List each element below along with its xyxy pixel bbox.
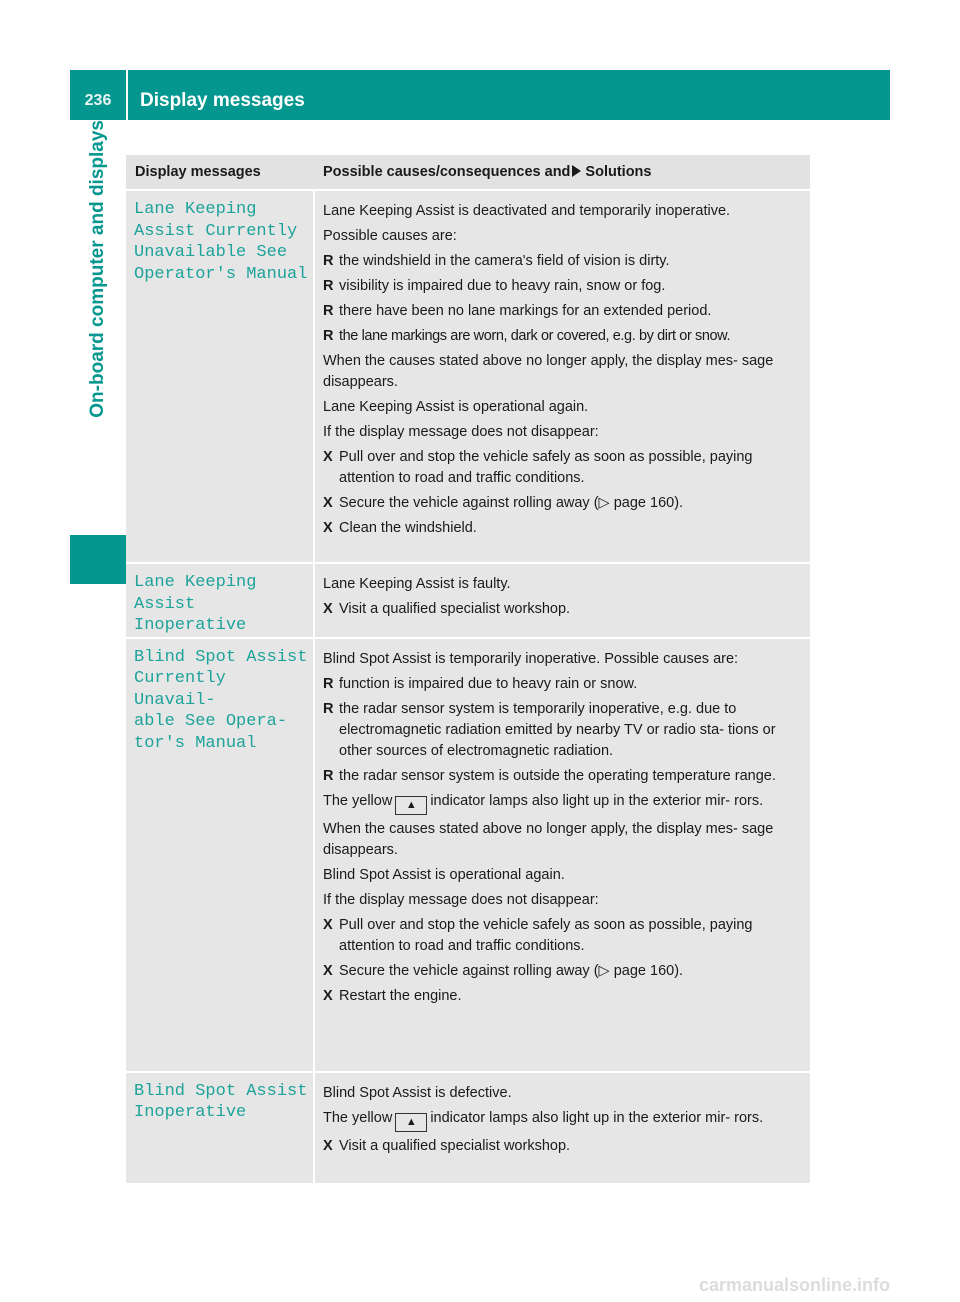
page-reference-link[interactable]: page 160). (613, 495, 684, 511)
table-row (126, 638, 810, 1072)
text-paragraph: Blind Spot Assist is temporarily inoperative. Possible causes are: (323, 650, 739, 667)
side-tab-marker (70, 535, 126, 584)
display-message-text: Blind Spot Assist Currently Unavail‐ able See Opera‐ tor's Manual (134, 647, 308, 753)
bullet-text: there have been no lane markings for an extended period. (339, 303, 712, 319)
action-icon: X (323, 987, 333, 1004)
action-item (323, 986, 804, 1007)
text-paragraph: If the display message does not disappear: (323, 891, 599, 908)
action-text: Pull over and stop the vehicle safely as soon as possible, paying attention to road and traffic conditions. (339, 916, 753, 954)
bullet-item (323, 699, 804, 762)
text-paragraph: If the display message does not disappear: (323, 424, 599, 440)
bullet-item (323, 276, 804, 297)
bullet-item (323, 766, 804, 787)
bullet-item (323, 251, 804, 272)
text-paragraph: Possible causes are: (323, 228, 457, 244)
action-text: Restart the engine. (339, 987, 462, 1004)
action-text: Pull over and stop the vehicle safely as soon as possible, paying attention to road and traffic conditions. (339, 449, 753, 486)
table-row (126, 190, 810, 563)
text-fragment: indicator lamps also light up in the exterior mir- rors. (430, 792, 764, 809)
column-header-suffix: Solutions (585, 164, 652, 180)
play-arrow-icon (572, 165, 581, 177)
bullet-icon: R (323, 278, 334, 294)
action-item (323, 599, 804, 620)
bullet-icon: R (323, 328, 334, 344)
message-cell (126, 638, 314, 1072)
text-fragment: indicator lamps also light up in the exterior mir- rors. (430, 1109, 764, 1126)
action-item (323, 1136, 804, 1157)
table-header-row (126, 155, 810, 190)
text-paragraph: When the causes stated above no longer apply, the display mes- sage disappears. (323, 820, 774, 858)
text-paragraph: Blind Spot Assist is operational again. (323, 866, 565, 883)
page-ref-icon: ▷ (598, 495, 610, 511)
text-paragraph (323, 1108, 804, 1132)
footer-watermark: carmanualsonline.info (698, 1275, 890, 1295)
bullet-icon: R (323, 700, 334, 717)
text-fragment: The yellow (323, 1109, 393, 1126)
action-icon: X (323, 449, 333, 465)
solution-cell (314, 1072, 810, 1184)
column-header-prefix: Possible causes/consequences and (323, 164, 571, 180)
display-messages-table (126, 155, 810, 1185)
table-row (126, 563, 810, 638)
bullet-text: function is impaired due to heavy rain or snow. (339, 675, 638, 692)
text-paragraph (323, 791, 804, 815)
message-cell (126, 190, 314, 563)
header-divider (126, 70, 128, 120)
bullet-text: the radar sensor system is temporarily inoperative, e.g. due to electromagnetic radiation emitted by nearby TV or radio sta- tions or other sources of electromagnetic radiation. (339, 700, 776, 759)
action-icon: X (323, 495, 333, 511)
text-paragraph: Lane Keeping Assist is deactivated and temporarily inoperative. (323, 203, 731, 219)
bullet-icon: R (323, 253, 334, 269)
bullet-text: the lane markings are worn, dark or covered, e.g. by dirt or snow. (339, 328, 731, 344)
column-header-solutions (314, 155, 810, 190)
warning-lamp-icon: ▲ (395, 1113, 427, 1132)
text-paragraph: Lane Keeping Assist is faulty. (323, 576, 511, 592)
solution-cell (314, 190, 810, 563)
bullet-text: the radar sensor system is outside the operating temperature range. (339, 767, 776, 784)
warning-lamp-icon: ▲ (395, 796, 427, 815)
solution-cell (314, 638, 810, 1072)
text-paragraph: Lane Keeping Assist is operational again. (323, 399, 589, 415)
bullet-icon: R (323, 675, 334, 692)
page-header (70, 70, 890, 120)
message-cell (126, 563, 314, 638)
action-item (323, 493, 804, 514)
bullet-item (323, 326, 804, 347)
action-text: Secure the vehicle against rolling away ( (339, 962, 599, 979)
action-icon: X (323, 1137, 333, 1154)
bullet-item (323, 674, 804, 695)
action-text: Visit a qualified specialist workshop. (339, 1137, 571, 1154)
display-message-text: Blind Spot Assist Inoperative (134, 1081, 308, 1122)
action-text: Secure the vehicle against rolling away ( (339, 495, 599, 511)
page-number: 236 (84, 92, 112, 109)
side-tab-label: On-board computer and displays (87, 120, 108, 418)
action-text: Visit a qualified specialist workshop. (339, 601, 571, 617)
bullet-text: the windshield in the camera's field of vision is dirty. (339, 253, 670, 269)
page-reference-link[interactable]: page 160). (613, 962, 684, 979)
action-text: Clean the windshield. (339, 520, 477, 536)
text-paragraph: Blind Spot Assist is defective. (323, 1084, 512, 1101)
bullet-icon: R (323, 303, 334, 319)
action-item (323, 447, 804, 489)
bullet-item (323, 301, 804, 322)
page-title: Display messages (140, 90, 305, 111)
action-icon: X (323, 601, 333, 617)
bullet-text: visibility is impaired due to heavy rain, snow or fog. (339, 278, 666, 294)
action-item (323, 915, 804, 957)
action-item (323, 518, 804, 539)
message-cell (126, 1072, 314, 1184)
side-tab (70, 120, 126, 584)
page-ref-icon: ▷ (598, 962, 610, 979)
display-message-text: Lane Keeping Assist Inoperative (134, 573, 257, 635)
table-row (126, 1072, 810, 1184)
action-icon: X (323, 916, 333, 933)
action-icon: X (323, 962, 333, 979)
solution-cell (314, 563, 810, 638)
display-message-text: Lane Keeping Assist Currently Unavailable See Operator's Manual (134, 200, 308, 284)
text-paragraph: When the causes stated above no longer apply, the display mes- sage disappears. (323, 353, 774, 390)
bullet-icon: R (323, 767, 334, 784)
column-header-messages: Display messages (126, 155, 314, 190)
action-item (323, 961, 804, 982)
action-icon: X (323, 520, 333, 536)
text-fragment: The yellow (323, 792, 393, 809)
